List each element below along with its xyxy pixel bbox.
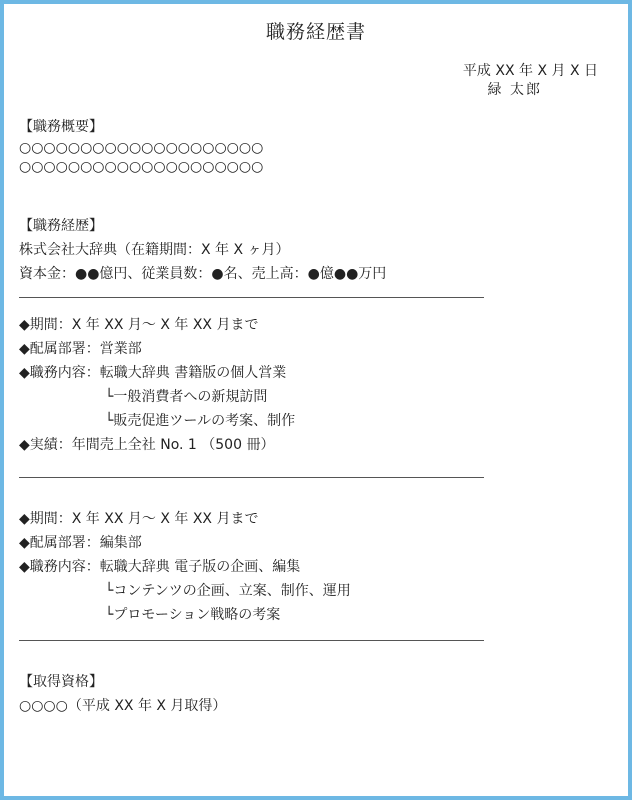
qualifications-section (19, 670, 226, 718)
divider-2 (19, 477, 484, 478)
duty-detail-2a: └コンテンツの企画、立案、制作、運用 (105, 583, 351, 599)
company-name: 株式会社大辞典（在籍期間：X 年 X ヶ月） (19, 242, 290, 258)
career-block-1 (19, 313, 295, 457)
divider-1 (19, 297, 484, 298)
history-heading: 【職務経歴】 (19, 218, 103, 234)
duty-detail-2b: └プロモーション戦略の考案 (105, 607, 281, 623)
duties-1: ◆職務内容：転職大辞典 書籍版の個人営業 (19, 365, 287, 381)
qualification-item: ○○○○（平成 XX 年 X 月取得） (19, 698, 227, 714)
period-1: ◆期間：X 年 XX 月～ X 年 XX 月まで (19, 317, 259, 333)
summary-heading: 【職務概要】 (19, 119, 103, 135)
period-2: ◆期間：X 年 XX 月～ X 年 XX 月まで (19, 511, 259, 527)
department-2: ◆配属部署：編集部 (19, 535, 142, 551)
author-name: 緑 太郎 (487, 82, 542, 98)
date-author-block (463, 62, 598, 100)
divider-3 (19, 640, 484, 641)
document-title: 職務経歴書 (265, 21, 366, 43)
summary-line-2: ○○○○○○○○○○○○○○○○○○○○ (19, 159, 264, 175)
qualifications-heading: 【取得資格】 (19, 674, 103, 690)
duties-2: ◆職務内容：転職大辞典 電子版の企画、編集 (19, 559, 301, 575)
document-date: 平成 XX 年 X 月 X 日 (462, 63, 598, 79)
results-1: ◆実績：年間売上全社 No. 1 （500 冊） (19, 437, 275, 453)
duty-detail-1b: └販売促進ツールの考案、制作 (105, 413, 296, 429)
career-block-2 (19, 507, 351, 627)
summary-section (19, 115, 263, 177)
history-section (19, 214, 386, 286)
summary-line-1: ○○○○○○○○○○○○○○○○○○○○ (19, 140, 264, 156)
duty-detail-1a: └一般消費者への新規訪問 (105, 389, 268, 405)
department-1: ◆配属部署：営業部 (19, 341, 142, 357)
company-info: 資本金：●●億円、従業員数：●名、売上高：●億●●万円 (19, 266, 387, 282)
